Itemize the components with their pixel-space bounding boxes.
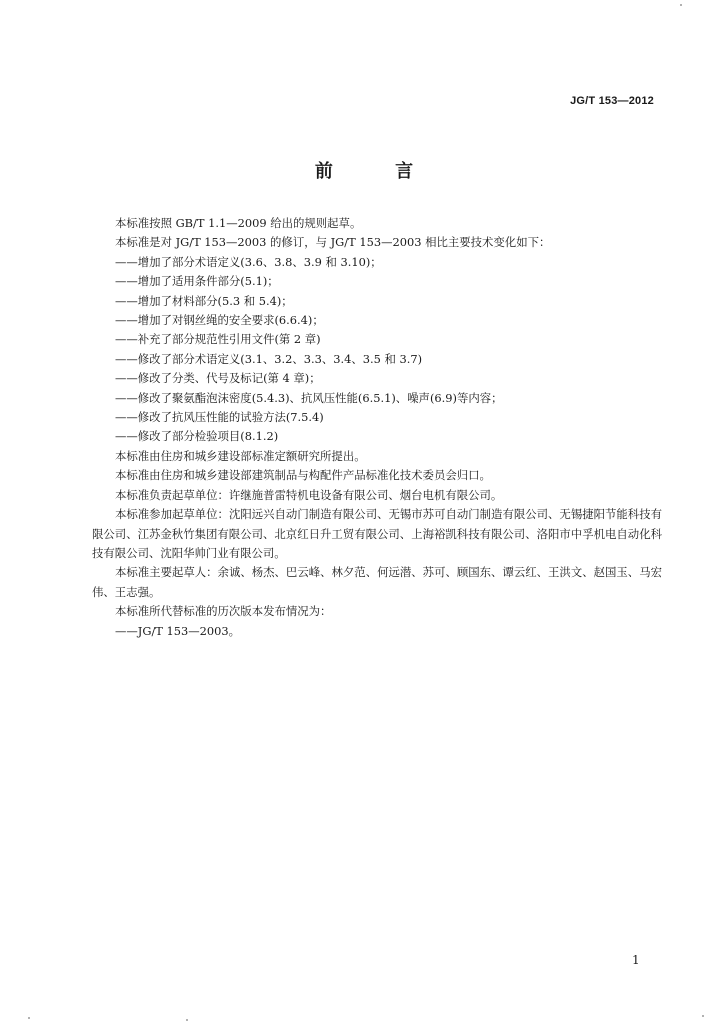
paragraph-previous-editions: 本标准所代替标准的历次版本发布情况为： — [115, 604, 332, 619]
scan-speck — [186, 1019, 188, 1021]
paragraph-committee: 本标准由住房和城乡建设部建筑制品与构配件产品标准化技术委员会归口。 — [115, 468, 491, 483]
paragraph-proposer: 本标准由住房和城乡建设部标准定额研究所提出。 — [115, 448, 366, 463]
foreword-body — [92, 214, 662, 641]
scan-speck — [28, 1017, 30, 1019]
change-item: ——增加了适用条件部分(5.1)； — [115, 274, 279, 289]
scan-speck — [702, 1015, 704, 1017]
page-number: 1 — [632, 953, 640, 967]
paragraph-participating-drafters: 本标准参加起草单位：沈阳远兴自动门制造有限公司、无锡市苏可自动门制造有限公司、无锡捷阳节能科技有限公司、江苏金秋竹集团有限公司、北京红日升工贸有限公司、上海裕凯科技有限公司、洛阳市中孚机电自动化科技有限公司、沈阳华帅门业有限公司。 — [92, 507, 662, 560]
change-item: ——增加了材料部分(5.3 和 5.4)； — [115, 293, 293, 308]
previous-edition-item: ——JG/T 153—2003。 — [115, 623, 241, 638]
change-item: ——修改了分类、代号及标记(第 4 章)； — [115, 371, 321, 386]
standard-code: JG/T 153—2012 — [570, 95, 654, 107]
change-item: ——增加了部分术语定义(3.6、3.8、3.9 和 3.10)； — [115, 254, 382, 269]
change-item: ——修改了部分术语定义(3.1、3.2、3.3、3.4、3.5 和 3.7) — [115, 351, 423, 366]
change-item: ——补充了部分规范性引用文件(第 2 章) — [115, 332, 321, 347]
paragraph-drafting-rules: 本标准按照 GB/T 1.1—2009 给出的规则起草。 — [115, 216, 362, 230]
page-title: 前 言 — [314, 161, 442, 182]
paragraph-main-drafters: 本标准主要起草人：余诚、杨杰、巴云峰、林夕范、何远潜、苏可、顾国东、谭云红、王洪文、赵国玉、马宏伟、王志强。 — [92, 565, 662, 599]
paragraph-revision-intro: 本标准是对 JG/T 153—2003 的修订，与 JG/T 153—2003 相比主要技术变化如下： — [115, 235, 551, 250]
change-item: ——修改了抗风压性能的试验方法(7.5.4) — [115, 410, 324, 425]
change-item: ——修改了部分检验项目(8.1.2) — [115, 429, 279, 444]
change-item: ——增加了对钢丝绳的安全要求(6.6.4)； — [115, 313, 324, 328]
change-item: ——修改了聚氨酯泡沫密度(5.4.3)、抗风压性能(6.5.1)、噪声(6.9)等内容； — [115, 390, 503, 405]
scan-speck — [680, 4, 682, 6]
paragraph-lead-drafters: 本标准负责起草单位：许继施普雷特机电设备有限公司、烟台电机有限公司。 — [115, 487, 503, 502]
